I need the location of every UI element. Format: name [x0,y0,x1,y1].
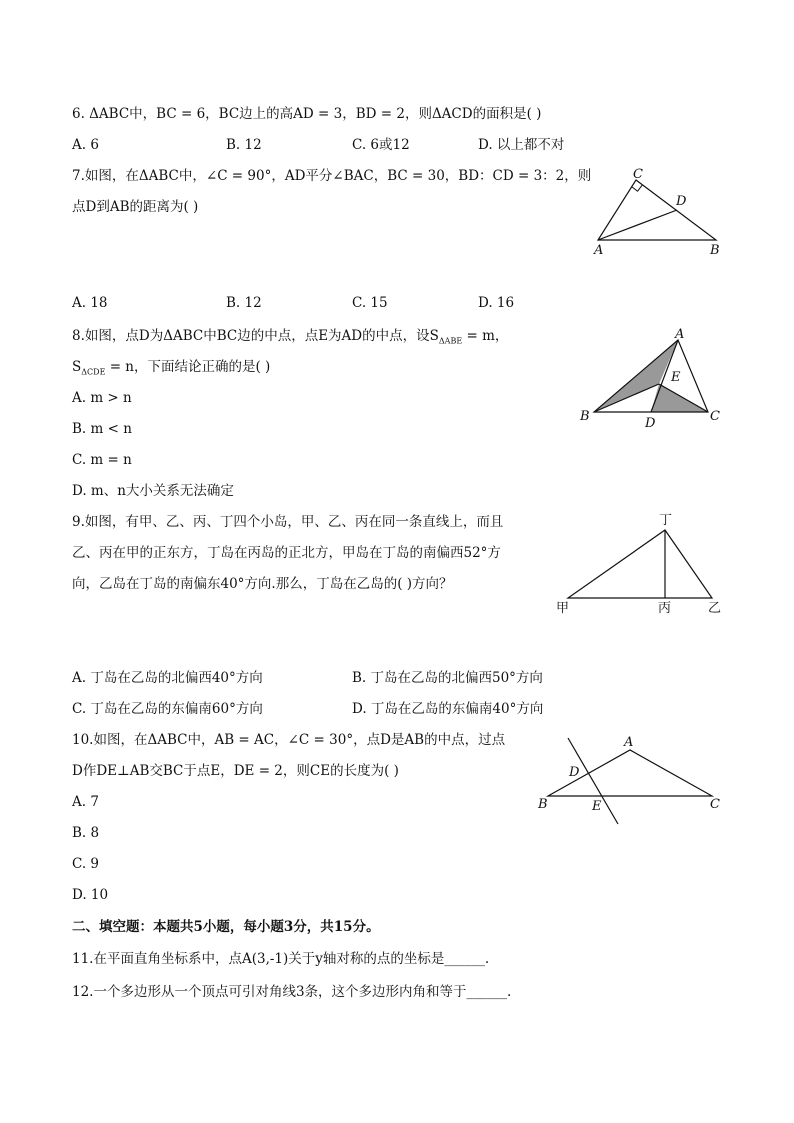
q8-label-b: B [580,409,590,424]
q7-option-d[interactable]: D. 16 [478,295,515,311]
q8-label-a: A [675,327,685,342]
q8-stem-text: 8.如图，点D为ΔABC中BC边的中点，点E为AD的中点，设S [72,328,439,344]
q8-subscript-abe: ΔABE [438,336,463,346]
q7-triangle-abc [598,180,716,240]
q7-label-d: D [676,194,687,209]
q8-stem-line1 [72,327,508,351]
q10-option-c[interactable]: C. 9 [72,856,100,872]
q8-subscript-cde: ΔCDE [81,367,106,377]
q8-label-c: C [710,409,720,424]
q9-label-ding: 丁 [659,513,673,528]
q10-label-b: B [538,797,548,812]
section2-heading: 二、填空题：本题共5小题，每小题3分，共15分。 [72,919,380,935]
q7-label-c: C [633,167,643,182]
q6-option-b[interactable]: B. 12 [226,137,262,153]
q8-stem-line2 [72,358,270,382]
q7-option-c[interactable]: C. 15 [352,295,388,311]
q10-label-d: D [569,765,580,780]
q8-option-c[interactable]: C. m = n [72,452,132,468]
q9-stem-line1: 9.如图，有甲、乙、丙、丁四个小岛，甲、乙、丙在同一条直线上，而且 [72,514,504,530]
q9-stem-line3: 向，乙岛在丁岛的南偏东40°方向.那么，丁岛在乙岛的( )方向？ [72,576,453,592]
q9-option-a[interactable]: A. 丁岛在乙岛的北偏西40°方向 [72,670,263,686]
q8-option-a[interactable]: A. m > n [72,390,132,406]
q7-option-b[interactable]: B. 12 [226,295,262,311]
q10-option-a[interactable]: A. 7 [72,794,99,810]
q10-label-c: C [710,797,720,812]
q10-option-b[interactable]: B. 8 [72,825,100,841]
q9-label-bing: 丙 [658,601,672,616]
q9-option-c[interactable]: C. 丁岛在乙岛的东偏南60°方向 [72,701,263,717]
q8-option-d[interactable]: D. m、n大小关系无法确定 [72,483,234,499]
q8-option-b[interactable]: B. m < n [72,421,132,437]
q7-figure [588,164,728,260]
q9-figure [548,508,728,618]
q10-label-e: E [592,799,602,814]
q10-figure [534,730,728,830]
q7-option-a[interactable]: A. 18 [72,295,108,311]
q9-triangle [568,530,712,598]
q6-option-d[interactable]: D. 以上都不对 [478,137,565,153]
q8-stem-rest: = n，下面结论正确的是( ) [105,359,271,375]
q12-stem: 12.一个多边形从一个顶点可引对角线3条，这个多边形内角和等于______. [72,984,512,1000]
q8-label-d: D [645,416,656,431]
q9-label-jia: 甲 [556,601,570,616]
q7-stem-line2: 点D到AB的距离为( ) [72,199,199,215]
q10-label-a: A [624,735,634,750]
q6-option-c[interactable]: C. 6或12 [352,137,410,153]
q7-label-a: A [594,243,604,258]
q9-label-yi: 乙 [708,601,722,616]
q9-option-d[interactable]: D. 丁岛在乙岛的东偏南40°方向 [352,701,544,717]
q8-eq-m: = m， [462,328,509,344]
q9-option-b[interactable]: B. 丁岛在乙岛的北偏西50°方向 [352,670,543,686]
q6-option-a[interactable]: A. 6 [72,137,99,153]
q7-label-b: B [710,243,720,258]
q10-stem-line1: 10.如图，在ΔABC中，AB = AC，∠C = 30°，点D是AB的中点，过点 [72,732,506,748]
q8-label-e: E [671,370,681,385]
q7-segment-ad [598,210,677,240]
q10-option-d[interactable]: D. 10 [72,887,109,903]
q8-s-prefix: S [72,359,82,375]
q11-stem: 11.在平面直角坐标系中，点A(3,-1)关于y轴对称的点的坐标是______. [72,951,490,967]
q10-stem-line2: D作DE⊥AB交BC于点E，DE = 2，则CE的长度为( ) [72,763,399,779]
q6-stem: 6. ΔABC中，BC = 6，BC边上的高AD = 3，BD = 2，则ΔACD的面积是( ) [72,106,542,122]
q7-stem-line1: 7.如图，在ΔABC中，∠C = 90°，AD平分∠BAC，BC = 30，BD：CD = 3：2，则 [72,168,592,184]
q8-figure [574,326,724,436]
q9-stem-line2: 乙、丙在甲的正东方，丁岛在丙岛的正北方，甲岛在丁岛的南偏西52°方 [72,545,501,561]
